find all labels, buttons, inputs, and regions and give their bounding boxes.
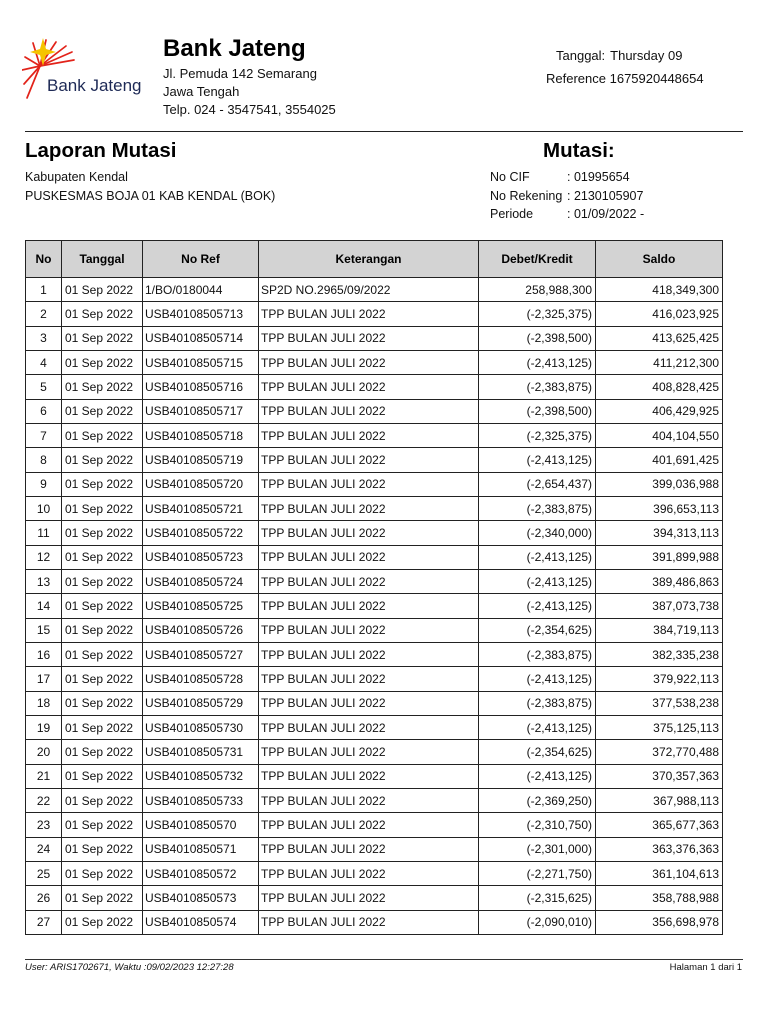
row-ref: USB40108505720 xyxy=(143,472,259,496)
row-balance: 377,538,238 xyxy=(596,691,723,715)
row-ref: USB40108505719 xyxy=(143,448,259,472)
row-date: 01 Sep 2022 xyxy=(62,423,143,447)
row-no: 5 xyxy=(26,375,62,399)
row-no: 23 xyxy=(26,813,62,837)
row-balance: 370,357,363 xyxy=(596,764,723,788)
row-description: TPP BULAN JULI 2022 xyxy=(259,569,479,593)
bank-phone: Telp. 024 - 3547541, 3554025 xyxy=(163,102,336,117)
row-amount: (-2,383,875) xyxy=(479,642,596,666)
row-ref: USB40108505730 xyxy=(143,715,259,739)
header-balance: Saldo xyxy=(596,241,723,278)
header-ref: No Ref xyxy=(143,241,259,278)
table-row xyxy=(26,764,723,788)
row-no: 9 xyxy=(26,472,62,496)
row-date: 01 Sep 2022 xyxy=(62,350,143,374)
cif-value: : 01995654 xyxy=(567,170,630,184)
row-ref: 1/BO/0180044 xyxy=(143,278,259,302)
row-ref: USB4010850573 xyxy=(143,886,259,910)
region-name: Kabupaten Kendal xyxy=(25,170,128,184)
row-amount: (-2,383,875) xyxy=(479,691,596,715)
row-ref: USB40108505722 xyxy=(143,521,259,545)
row-amount: (-2,383,875) xyxy=(479,375,596,399)
row-date: 01 Sep 2022 xyxy=(62,399,143,423)
table-row xyxy=(26,423,723,447)
footer-page-number: Halaman 1 dari 1 xyxy=(669,962,742,973)
row-ref: USB40108505725 xyxy=(143,594,259,618)
reference xyxy=(546,70,704,88)
row-no: 8 xyxy=(26,448,62,472)
row-ref: USB4010850571 xyxy=(143,837,259,861)
row-ref: USB40108505713 xyxy=(143,302,259,326)
row-description: TPP BULAN JULI 2022 xyxy=(259,521,479,545)
row-no: 3 xyxy=(26,326,62,350)
row-date: 01 Sep 2022 xyxy=(62,278,143,302)
row-balance: 387,073,738 xyxy=(596,594,723,618)
row-amount: (-2,383,875) xyxy=(479,496,596,520)
row-date: 01 Sep 2022 xyxy=(62,837,143,861)
row-ref: USB40108505726 xyxy=(143,618,259,642)
row-amount: (-2,413,125) xyxy=(479,448,596,472)
row-balance: 375,125,113 xyxy=(596,715,723,739)
row-balance: 389,486,863 xyxy=(596,569,723,593)
row-date: 01 Sep 2022 xyxy=(62,788,143,812)
account-holder-name: PUSKESMAS BOJA 01 KAB KENDAL (BOK) xyxy=(25,189,276,203)
row-ref: USB4010850570 xyxy=(143,813,259,837)
row-balance: 372,770,488 xyxy=(596,740,723,764)
row-balance: 396,653,113 xyxy=(596,496,723,520)
row-ref: USB40108505715 xyxy=(143,350,259,374)
mutasi-table-body xyxy=(26,278,723,935)
row-amount: (-2,369,250) xyxy=(479,788,596,812)
row-balance: 411,212,300 xyxy=(596,350,723,374)
bank-jateng-logo xyxy=(22,36,148,104)
row-date: 01 Sep 2022 xyxy=(62,642,143,666)
row-description: TPP BULAN JULI 2022 xyxy=(259,545,479,569)
row-ref: USB40108505732 xyxy=(143,764,259,788)
row-description: TPP BULAN JULI 2022 xyxy=(259,740,479,764)
table-row xyxy=(26,667,723,691)
row-balance: 363,376,363 xyxy=(596,837,723,861)
row-no: 1 xyxy=(26,278,62,302)
row-ref: USB40108505728 xyxy=(143,667,259,691)
row-description: TPP BULAN JULI 2022 xyxy=(259,472,479,496)
row-description: TPP BULAN JULI 2022 xyxy=(259,594,479,618)
table-row xyxy=(26,837,723,861)
row-ref: USB40108505731 xyxy=(143,740,259,764)
table-row xyxy=(26,861,723,885)
print-date xyxy=(556,47,682,65)
row-no: 16 xyxy=(26,642,62,666)
row-description: TPP BULAN JULI 2022 xyxy=(259,302,479,326)
row-date: 01 Sep 2022 xyxy=(62,764,143,788)
row-description: TPP BULAN JULI 2022 xyxy=(259,886,479,910)
row-description: TPP BULAN JULI 2022 xyxy=(259,715,479,739)
row-date: 01 Sep 2022 xyxy=(62,545,143,569)
row-amount: (-2,271,750) xyxy=(479,861,596,885)
table-row xyxy=(26,448,723,472)
row-description: TPP BULAN JULI 2022 xyxy=(259,667,479,691)
footer-user-timestamp: User: ARIS1702671, Waktu :09/02/2023 12:27:28 xyxy=(25,962,234,973)
row-date: 01 Sep 2022 xyxy=(62,813,143,837)
table-row xyxy=(26,350,723,374)
row-balance: 365,677,363 xyxy=(596,813,723,837)
mutasi-table xyxy=(25,240,723,935)
row-date: 01 Sep 2022 xyxy=(62,326,143,350)
row-description: TPP BULAN JULI 2022 xyxy=(259,691,479,715)
row-balance: 408,828,425 xyxy=(596,375,723,399)
row-balance: 413,625,425 xyxy=(596,326,723,350)
table-row xyxy=(26,594,723,618)
row-ref: USB40108505718 xyxy=(143,423,259,447)
row-amount: (-2,413,125) xyxy=(479,545,596,569)
row-date: 01 Sep 2022 xyxy=(62,302,143,326)
row-no: 26 xyxy=(26,886,62,910)
row-description: TPP BULAN JULI 2022 xyxy=(259,837,479,861)
bank-name: Bank Jateng xyxy=(163,35,306,62)
header-date: Tanggal xyxy=(62,241,143,278)
row-no: 19 xyxy=(26,715,62,739)
table-row xyxy=(26,472,723,496)
row-ref: USB40108505727 xyxy=(143,642,259,666)
row-description: TPP BULAN JULI 2022 xyxy=(259,448,479,472)
row-date: 01 Sep 2022 xyxy=(62,569,143,593)
row-date: 01 Sep 2022 xyxy=(62,667,143,691)
reference-label: Reference xyxy=(546,71,606,86)
row-no: 12 xyxy=(26,545,62,569)
table-row xyxy=(26,910,723,934)
cif-label: No CIF xyxy=(490,170,530,184)
row-description: TPP BULAN JULI 2022 xyxy=(259,618,479,642)
table-row xyxy=(26,788,723,812)
row-no: 6 xyxy=(26,399,62,423)
header-amount: Debet/Kredit xyxy=(479,241,596,278)
row-balance: 416,023,925 xyxy=(596,302,723,326)
row-no: 27 xyxy=(26,910,62,934)
row-ref: USB4010850572 xyxy=(143,861,259,885)
row-amount: (-2,413,125) xyxy=(479,667,596,691)
table-row xyxy=(26,375,723,399)
row-amount: (-2,654,437) xyxy=(479,472,596,496)
mutasi-heading: Mutasi: xyxy=(543,139,615,162)
row-description: TPP BULAN JULI 2022 xyxy=(259,375,479,399)
table-row xyxy=(26,813,723,837)
row-no: 11 xyxy=(26,521,62,545)
row-ref: USB40108505723 xyxy=(143,545,259,569)
row-ref: USB4010850574 xyxy=(143,910,259,934)
row-description: TPP BULAN JULI 2022 xyxy=(259,861,479,885)
table-row xyxy=(26,740,723,764)
table-row xyxy=(26,618,723,642)
row-date: 01 Sep 2022 xyxy=(62,886,143,910)
report-title: Laporan Mutasi xyxy=(25,139,177,162)
row-date: 01 Sep 2022 xyxy=(62,691,143,715)
row-no: 17 xyxy=(26,667,62,691)
row-balance: 394,313,113 xyxy=(596,521,723,545)
row-date: 01 Sep 2022 xyxy=(62,594,143,618)
row-description: TPP BULAN JULI 2022 xyxy=(259,764,479,788)
bank-address-province: Jawa Tengah xyxy=(163,84,240,99)
row-amount: (-2,413,125) xyxy=(479,715,596,739)
row-balance: 367,988,113 xyxy=(596,788,723,812)
table-row xyxy=(26,521,723,545)
row-amount: (-2,354,625) xyxy=(479,740,596,764)
row-balance: 418,349,300 xyxy=(596,278,723,302)
row-amount: (-2,398,500) xyxy=(479,399,596,423)
row-amount: (-2,413,125) xyxy=(479,569,596,593)
table-row xyxy=(26,326,723,350)
reference-value: 1675920448654 xyxy=(609,71,704,86)
row-amount: (-2,340,000) xyxy=(479,521,596,545)
table-row xyxy=(26,886,723,910)
table-row xyxy=(26,715,723,739)
row-balance: 399,036,988 xyxy=(596,472,723,496)
row-no: 4 xyxy=(26,350,62,374)
row-description: TPP BULAN JULI 2022 xyxy=(259,496,479,520)
row-description: TPP BULAN JULI 2022 xyxy=(259,423,479,447)
row-description: TPP BULAN JULI 2022 xyxy=(259,399,479,423)
table-row xyxy=(26,496,723,520)
row-date: 01 Sep 2022 xyxy=(62,448,143,472)
row-ref: USB40108505733 xyxy=(143,788,259,812)
row-description: TPP BULAN JULI 2022 xyxy=(259,813,479,837)
row-ref: USB40108505721 xyxy=(143,496,259,520)
row-amount: 258,988,300 xyxy=(479,278,596,302)
row-balance: 382,335,238 xyxy=(596,642,723,666)
footer-divider xyxy=(25,959,743,960)
row-amount: (-2,301,000) xyxy=(479,837,596,861)
row-amount: (-2,413,125) xyxy=(479,594,596,618)
row-description: SP2D NO.2965/09/2022 xyxy=(259,278,479,302)
row-no: 2 xyxy=(26,302,62,326)
row-no: 22 xyxy=(26,788,62,812)
account-number-value: : 2130105907 xyxy=(567,189,644,203)
row-ref: USB40108505714 xyxy=(143,326,259,350)
row-amount: (-2,325,375) xyxy=(479,423,596,447)
row-date: 01 Sep 2022 xyxy=(62,910,143,934)
print-date-label: Tanggal: xyxy=(556,48,606,63)
table-row xyxy=(26,642,723,666)
row-amount: (-2,325,375) xyxy=(479,302,596,326)
row-amount: (-2,413,125) xyxy=(479,764,596,788)
header-no: No xyxy=(26,241,62,278)
row-description: TPP BULAN JULI 2022 xyxy=(259,326,479,350)
row-amount: (-2,315,625) xyxy=(479,886,596,910)
row-amount: (-2,398,500) xyxy=(479,326,596,350)
table-row xyxy=(26,545,723,569)
table-header-row xyxy=(26,241,723,278)
bank-address-street: Jl. Pemuda 142 Semarang xyxy=(163,66,317,81)
table-row xyxy=(26,302,723,326)
row-description: TPP BULAN JULI 2022 xyxy=(259,350,479,374)
row-no: 10 xyxy=(26,496,62,520)
row-amount: (-2,354,625) xyxy=(479,618,596,642)
row-no: 25 xyxy=(26,861,62,885)
header-divider xyxy=(25,131,743,132)
row-no: 20 xyxy=(26,740,62,764)
row-balance: 356,698,978 xyxy=(596,910,723,934)
row-ref: USB40108505729 xyxy=(143,691,259,715)
logo-wordmark: Bank Jateng xyxy=(47,76,142,95)
row-date: 01 Sep 2022 xyxy=(62,496,143,520)
row-date: 01 Sep 2022 xyxy=(62,740,143,764)
row-amount: (-2,310,750) xyxy=(479,813,596,837)
row-date: 01 Sep 2022 xyxy=(62,618,143,642)
row-balance: 361,104,613 xyxy=(596,861,723,885)
row-date: 01 Sep 2022 xyxy=(62,861,143,885)
row-description: TPP BULAN JULI 2022 xyxy=(259,642,479,666)
period-value: : 01/09/2022 - xyxy=(567,207,645,221)
row-description: TPP BULAN JULI 2022 xyxy=(259,788,479,812)
table-row xyxy=(26,399,723,423)
row-date: 01 Sep 2022 xyxy=(62,521,143,545)
row-no: 15 xyxy=(26,618,62,642)
print-date-value: Thursday 09 xyxy=(610,48,683,63)
row-no: 24 xyxy=(26,837,62,861)
row-date: 01 Sep 2022 xyxy=(62,715,143,739)
row-ref: USB40108505717 xyxy=(143,399,259,423)
row-ref: USB40108505716 xyxy=(143,375,259,399)
table-row xyxy=(26,278,723,302)
row-balance: 404,104,550 xyxy=(596,423,723,447)
row-date: 01 Sep 2022 xyxy=(62,472,143,496)
account-number-label: No Rekening xyxy=(490,189,563,203)
row-amount: (-2,413,125) xyxy=(479,350,596,374)
table-row xyxy=(26,691,723,715)
row-no: 13 xyxy=(26,569,62,593)
row-no: 18 xyxy=(26,691,62,715)
row-description: TPP BULAN JULI 2022 xyxy=(259,910,479,934)
period-label: Periode xyxy=(490,207,534,221)
row-balance: 401,691,425 xyxy=(596,448,723,472)
header-description: Keterangan xyxy=(259,241,479,278)
row-balance: 379,922,113 xyxy=(596,667,723,691)
row-balance: 406,429,925 xyxy=(596,399,723,423)
row-date: 01 Sep 2022 xyxy=(62,375,143,399)
row-balance: 391,899,988 xyxy=(596,545,723,569)
row-balance: 358,788,988 xyxy=(596,886,723,910)
row-amount: (-2,090,010) xyxy=(479,910,596,934)
row-ref: USB40108505724 xyxy=(143,569,259,593)
row-no: 7 xyxy=(26,423,62,447)
row-no: 21 xyxy=(26,764,62,788)
row-balance: 384,719,113 xyxy=(596,618,723,642)
table-row xyxy=(26,569,723,593)
row-no: 14 xyxy=(26,594,62,618)
